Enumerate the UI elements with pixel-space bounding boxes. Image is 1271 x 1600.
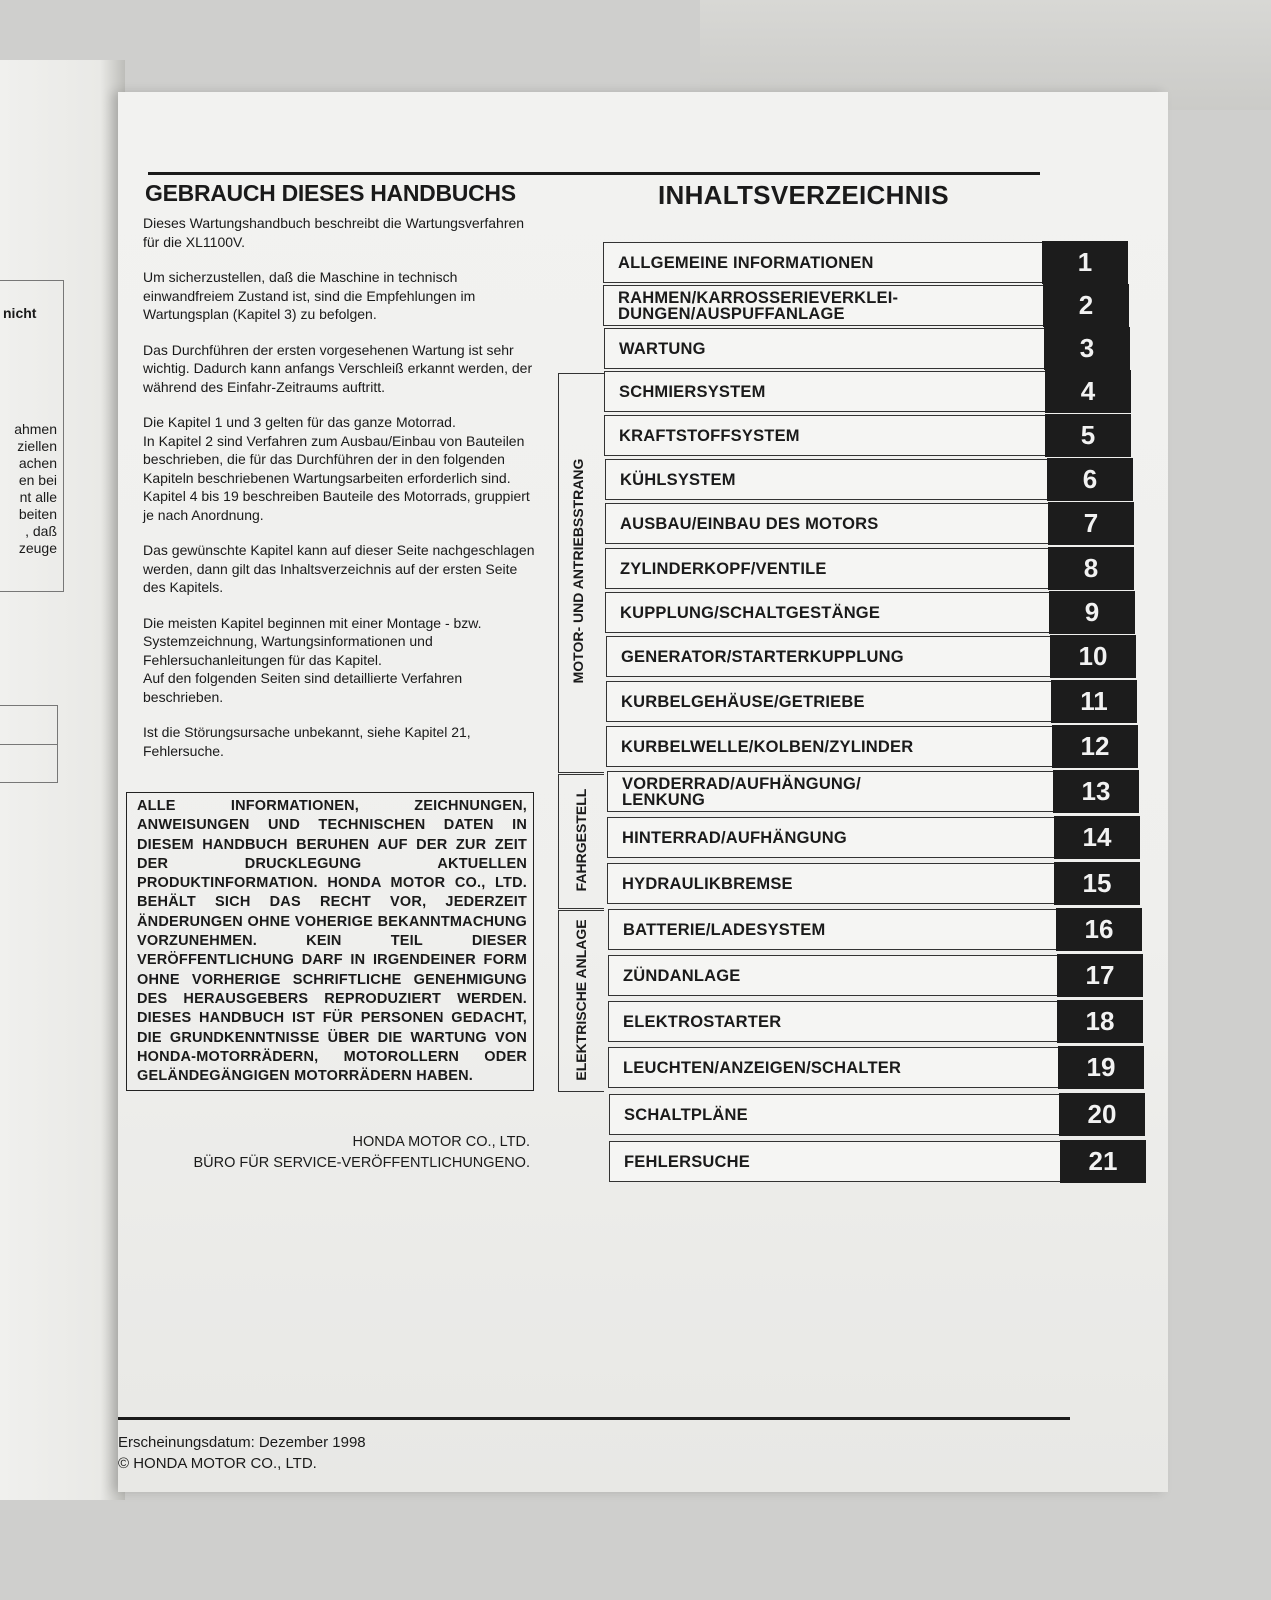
usage-title: GEBRAUCH DIESES HANDBUCHS — [145, 180, 516, 206]
toc-chapter-row[interactable] — [606, 636, 1132, 677]
toc-chapter-row[interactable] — [604, 371, 1127, 412]
toc-chapter-title: KUPPLUNG/SCHALTGESTÄNGE — [620, 603, 881, 622]
toc-chapter-row[interactable] — [604, 415, 1127, 456]
toc-chapter-number: 10 — [1050, 635, 1136, 678]
usage-text — [143, 214, 540, 760]
toc-chapter-row[interactable] — [605, 459, 1129, 500]
toc-chapter-number: 1 — [1042, 241, 1128, 284]
manual-page — [118, 92, 1168, 1492]
toc-chapter-title: FEHLERSUCHE — [624, 1152, 750, 1171]
previous-page-text-line: en bei — [18, 472, 57, 488]
toc-chapter-number: 5 — [1045, 414, 1131, 457]
previous-page-text-line: zeuge — [18, 540, 57, 556]
toc-chapter-title: ZÜNDANLAGE — [623, 966, 741, 985]
toc-chapter-title: LEUCHTEN/ANZEIGEN/SCHALTER — [623, 1058, 902, 1077]
group-label-electrical: ELEKTRISCHE ANLAGE — [573, 919, 589, 1081]
previous-page-box-lines — [14, 421, 57, 557]
usage-paragraph: Dieses Wartungshandbuch beschreibt die Wartungsverfahren für die XL1100V. — [143, 215, 525, 250]
publication-date: Erscheinungsdatum: Dezember 1998 — [118, 1434, 366, 1451]
usage-paragraph: In Kapitel 2 sind Verfahren zum Ausbau/Einbau von Bauteilen beschrieben, die für das Durchführen der in den folgenden Kapiteln beschriebenen Wartungsarbeiten erforderlich sind. — [143, 432, 525, 486]
toc-chapter-title: WARTUNG — [619, 339, 706, 358]
usage-paragraph: Kapitel 4 bis 19 beschreiben Bauteile des Motorrads, gruppiert je nach Anordnung. — [143, 488, 530, 523]
toc-chapter-number: 14 — [1054, 816, 1140, 859]
toc-chapter-row[interactable] — [605, 548, 1130, 589]
department-name: BÜRO FÜR SERVICE-VERÖFFENTLICHUNGENO. — [193, 1155, 530, 1171]
page-footer — [118, 1432, 366, 1474]
company-name: HONDA MOTOR CO., LTD. — [352, 1134, 530, 1150]
toc-chapter-number: 4 — [1045, 370, 1131, 413]
toc-chapter-number: 7 — [1048, 502, 1134, 545]
toc-chapter-number: 9 — [1049, 591, 1135, 634]
toc-chapter-row[interactable] — [607, 817, 1136, 858]
usage-paragraph: Ist die Störungsursache unbekannt, siehe Kapitel 21, Fehlersuche. — [143, 724, 471, 759]
toc-chapter-number: 19 — [1058, 1046, 1144, 1089]
toc-title: INHALTSVERZEICHNIS — [658, 180, 949, 210]
previous-page-box — [0, 280, 64, 592]
toc-chapter-row[interactable] — [608, 1047, 1140, 1088]
previous-page-text-line: ahmen — [14, 421, 57, 437]
usage-paragraph: Um sicherzustellen, daß die Maschine in technisch einwandfreiem Zustand ist, sind die Empfehlungen im Wartungsplan (Kapitel 3) zu befolgen. — [143, 269, 476, 322]
usage-paragraph: Das Durchführen der ersten vorgesehenen Wartung ist sehr wichtig. Dadurch kann anfangs Verschleiß erkannt werden, der während des Einfahr-Zeitraums auftritt. — [143, 341, 533, 395]
group-label-engine: MOTOR- UND ANTRIEBSSTRANG — [570, 458, 586, 684]
previous-page-box-title: nicht — [3, 305, 37, 321]
toc-chapter-title: KURBELWELLE/KOLBEN/ZYLINDER — [621, 737, 914, 756]
toc-chapter-row[interactable] — [603, 242, 1124, 283]
toc-chapter-row[interactable] — [605, 592, 1131, 633]
previous-page-text-line: , daß — [25, 523, 57, 539]
toc-chapter-row[interactable] — [604, 328, 1126, 369]
toc-chapter-number: 20 — [1059, 1093, 1145, 1136]
bottom-rule — [118, 1417, 1070, 1420]
toc-chapter-number: 16 — [1056, 908, 1142, 951]
toc-chapter-title: HINTERRAD/AUFHÄNGUNG — [622, 828, 847, 847]
toc-chapter-row[interactable] — [608, 909, 1138, 950]
previous-page-text-line: nt alle — [19, 489, 57, 505]
toc-chapter-title: KÜHLSYSTEM — [620, 470, 736, 489]
toc-chapter-row[interactable] — [603, 285, 1125, 326]
toc-chapter-title: ZYLINDERKOPF/VENTILE — [620, 559, 827, 578]
toc-chapter-title: SCHALTPLÄNE — [624, 1105, 748, 1124]
toc-chapter-title: RAHMEN/KARROSSERIEVERKLEI- DUNGEN/AUSPUFFANLAGE — [618, 288, 899, 323]
toc-chapter-row[interactable] — [607, 771, 1135, 812]
toc-chapter-row[interactable] — [606, 726, 1134, 767]
previous-page-text-line: beiten — [18, 506, 57, 522]
toc-chapter-title: HYDRAULIKBREMSE — [622, 874, 793, 893]
toc-chapter-row[interactable] — [608, 1001, 1139, 1042]
toc-chapter-title: VORDERRAD/AUFHÄNGUNG/ LENKUNG — [622, 774, 861, 809]
toc-chapter-row[interactable] — [609, 1094, 1141, 1135]
toc-chapter-number: 3 — [1044, 327, 1130, 370]
toc-chapter-row[interactable] — [605, 503, 1130, 544]
publisher-signature — [138, 1132, 530, 1174]
toc-chapter-number: 17 — [1057, 954, 1143, 997]
usage-paragraph: Die meisten Kapitel beginnen mit einer Montage - bzw. Systemzeichnung, Wartungsinformationen und Fehlersuchanleitungen für das Kapitel. — [143, 614, 482, 668]
previous-page-text-line: achen — [18, 455, 57, 471]
previous-page-text-line: ziellen — [17, 438, 57, 454]
previous-page — [0, 60, 125, 1500]
toc-chapter-number: 6 — [1047, 458, 1133, 501]
toc-chapter-row[interactable] — [607, 863, 1136, 904]
toc-chapter-number: 11 — [1051, 680, 1137, 723]
toc-chapter-number: 13 — [1053, 770, 1139, 813]
toc-chapter-number: 21 — [1060, 1140, 1146, 1183]
toc-chapter-row[interactable] — [606, 681, 1133, 722]
toc-chapter-title: ELEKTROSTARTER — [623, 1012, 782, 1031]
toc-chapter-title: AUSBAU/EINBAU DES MOTORS — [620, 514, 879, 533]
toc-chapter-title: KURBELGEHÄUSE/GETRIEBE — [621, 692, 865, 711]
copyright: © HONDA MOTOR CO., LTD. — [118, 1455, 317, 1472]
toc-chapter-title: ALLGEMEINE INFORMATIONEN — [618, 253, 874, 272]
usage-paragraph: Das gewünschte Kapitel kann auf dieser Seite nachgeschlagen werden, dann gilt das Inhaltsverzeichnis auf der ersten Seite des Kapitels. — [143, 542, 535, 595]
previous-page-table — [0, 705, 58, 783]
toc-chapter-number: 12 — [1052, 725, 1138, 768]
toc-chapter-title: GENERATOR/STARTERKUPPLUNG — [621, 647, 904, 666]
toc-chapter-number: 8 — [1048, 547, 1134, 590]
toc-chapter-number: 15 — [1054, 862, 1140, 905]
toc-chapter-title: KRAFTSTOFFSYSTEM — [619, 426, 800, 445]
usage-paragraph: Die Kapitel 1 und 3 gelten für das ganze Motorrad. — [143, 414, 456, 430]
toc-chapter-row[interactable] — [609, 1141, 1142, 1182]
toc-chapter-number: 2 — [1043, 284, 1129, 327]
toc-chapter-title: BATTERIE/LADESYSTEM — [623, 920, 826, 939]
usage-paragraph: Auf den folgenden Seiten sind detaillierte Verfahren beschrieben. — [143, 670, 463, 705]
top-rule — [148, 172, 1040, 175]
legal-notice-box: ALLE INFORMATIONEN, ZEICHNUNGEN, ANWEISUNGEN UND TECHNISCHEN DATEN IN DIESEM HANDBUCH BERUHEN AUF DER ZUR ZEIT DER DRUCKLEGUNG AKTUELLEN PRODUKTINFORMATION. HONDA MOTOR CO., LTD. BEHÄLT SICH DAS RECHT VOR, JEDERZEIT ÄNDERUNGEN OHNE VOHERIGE BEKANNTMACHUNG VORZUNEHMEN. KEIN TEIL DIESER VERÖFFENTLICHUNG DARF IN IRGENDEINER FORM OHNE VORHERIGE SCHRIFTLICHE GENEHMIGUNG DES HERAUSGEBERS REPRODUZIERT WERDEN. DIESES HANDBUCH IST FÜR PERSONEN GEDACHT, DIE GRUNDKENNTNISSE ÜBER DIE WARTUNG VON HONDA-MOTORRÄDERN, MOTOROLLERN ODER GELÄNDEGÄNGIGEN MOTORRÄDERN HABEN. — [126, 792, 534, 1091]
toc-chapter-row[interactable] — [608, 955, 1139, 996]
group-label-chassis: FAHRGESTELL — [573, 788, 589, 892]
toc-chapter-number: 18 — [1057, 1000, 1143, 1043]
toc-chapter-title: SCHMIERSYSTEM — [619, 382, 766, 401]
